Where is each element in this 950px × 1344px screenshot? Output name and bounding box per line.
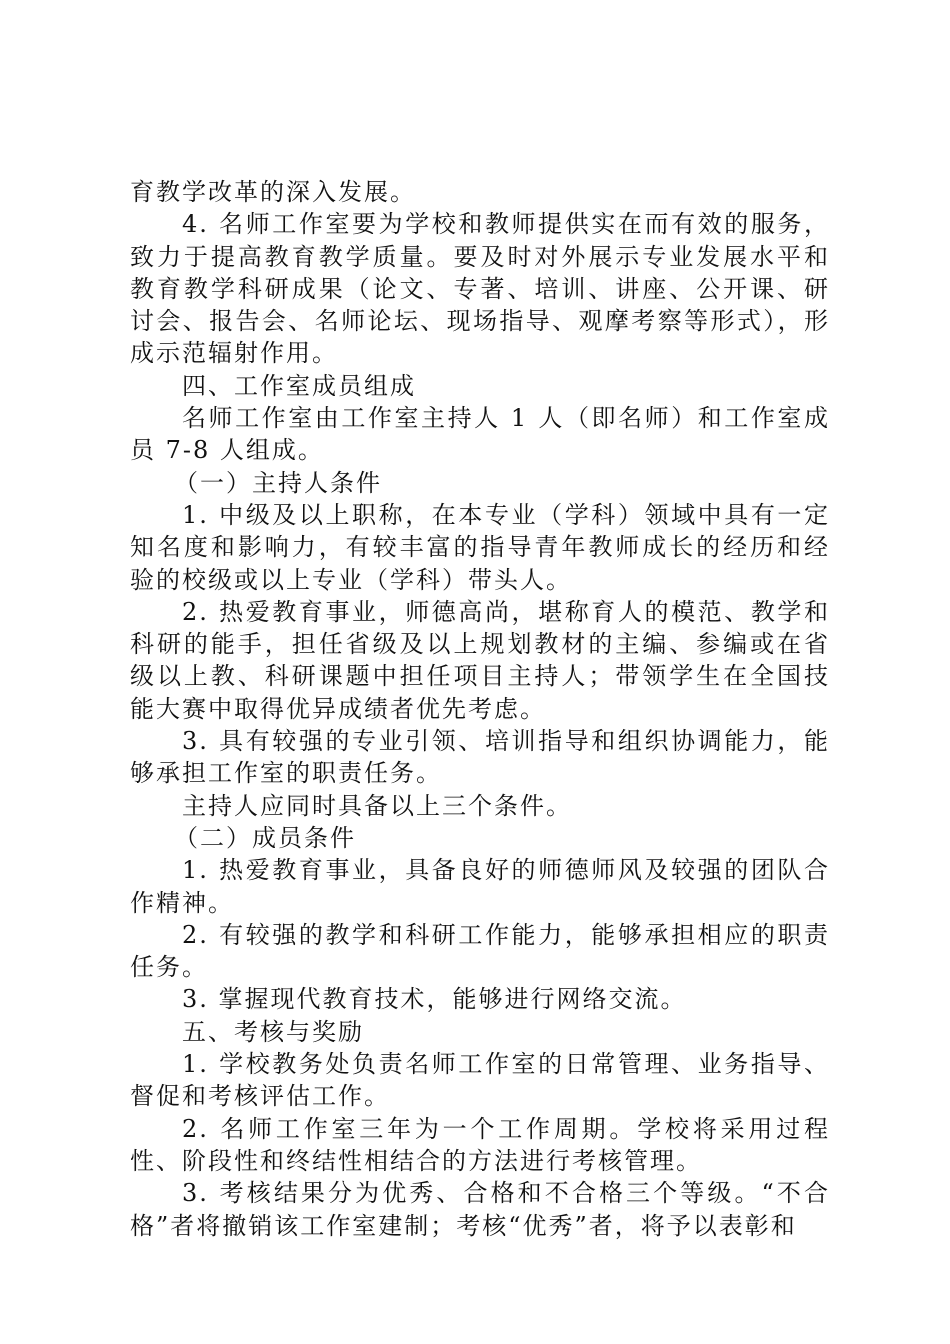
paragraph-review-3: 3. 考核结果分为优秀、合格和不合格三个等级。“不合格”者将撤销该工作室建制；考核“优秀”者，将予以表彰和 [130,1179,830,1240]
paragraph-review-2: 2. 名师工作室三年为一个工作周期。学校将采用过程性、阶段性和终结性相结合的方法进行考核管理。 [130,1114,830,1175]
paragraph-member-2: 2. 有较强的教学和科研工作能力，能够承担相应的职责任务。 [130,920,830,982]
subsection-heading-host: （一）主持人条件 [174,468,382,497]
paragraph-continuation: 育教学改革的深入发展。 [130,178,416,206]
paragraph-member-3: 3. 掌握现代教育技术，能够进行网络交流。 [182,985,687,1014]
section-heading-5: 五、考核与奖励 [182,1017,364,1046]
paragraph-host-1: 1. 中级及以上职称，在本专业（学科）领域中具有一定知名度和影响力，有较丰富的指导青年教师成长的经历和经验的校级或以上专业（学科）带头人。 [130,500,830,594]
paragraph-item-4: 4. 名师工作室要为学校和教师提供实在而有效的服务，致力于提高教育教学质量。要及时对外展示专业发展水平和教育教学科研成果（论文、专著、培训、讲座、公开课、研讨会、报告会、名师论坛、现场指导、观摩考察等形式），形成示范辐射作用。 [130,210,830,368]
section-heading-4: 四、工作室成员组成 [182,371,416,400]
paragraph-review-1: 1. 学校教务处负责名师工作室的日常管理、业务指导、督促和考核评估工作。 [130,1050,830,1111]
paragraph-host-note: 主持人应同时具备以上三个条件。 [182,791,572,820]
paragraph-host-2: 2. 热爱教育事业，师德高尚，堪称育人的模范、教学和科研的能手，担任省级及以上规划教材的主编、参编或在省级以上教、科研课题中担任项目主持人；带领学生在全国技能大赛中取得优异成绩者优先考虑。 [130,597,830,723]
paragraph-member-1: 1. 热爱教育事业，具备良好的师德师风及较强的团队合作精神。 [130,856,830,917]
paragraph-composition: 名师工作室由工作室主持人 1 人（即名师）和工作室成员 7-8 人组成。 [130,404,830,465]
document-body [130,176,830,1242]
subsection-heading-member: （二）成员条件 [174,823,356,852]
paragraph-host-3: 3. 具有较强的专业引领、培训指导和组织协调能力，能够承担工作室的职责任务。 [130,727,830,788]
